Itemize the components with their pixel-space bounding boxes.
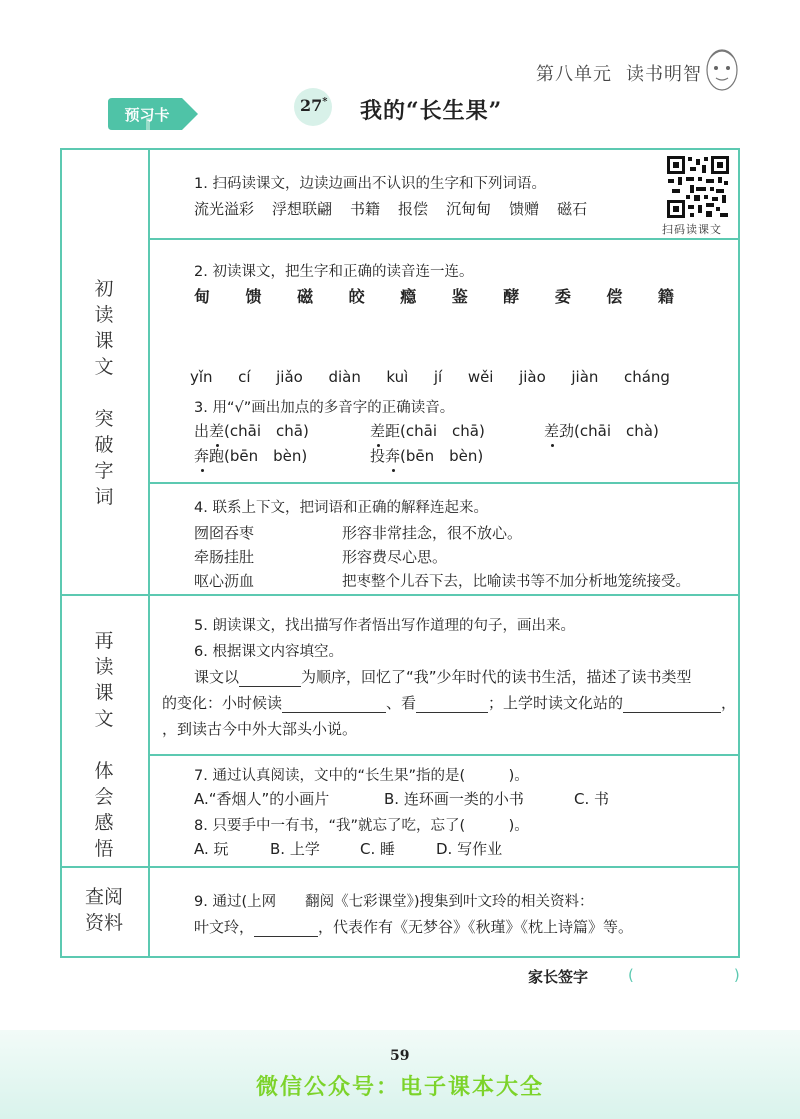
fill-blank[interactable] xyxy=(282,692,386,713)
q4-term: 囫囵吞枣 xyxy=(194,524,255,542)
section-char: 文 xyxy=(94,708,114,730)
question-1: 1. 扫码读课文，边读边画出不认识的生字和下列词语。 xyxy=(194,176,546,192)
section-char: 料 xyxy=(104,912,124,934)
parent-signature-field[interactable] xyxy=(628,966,740,984)
q4-term: 呕心沥血 xyxy=(194,572,255,590)
question-3: 3. 用“√”画出加点的多音字的正确读音。 xyxy=(194,400,455,416)
q4-meaning: 形容非常挂念，很不放心。 xyxy=(342,524,523,542)
q2-char-list xyxy=(194,284,674,307)
q8-option[interactable]: D. 写作业 xyxy=(436,840,503,858)
section-char: 初 xyxy=(94,278,114,300)
q2-char: 委 xyxy=(554,287,571,306)
q2-pinyin: jiàn xyxy=(571,368,599,386)
q3-text: 劲 xyxy=(559,422,575,440)
q9-text: ，代表作有《无梦谷》《秋瑾》《枕上诗篇》等。 xyxy=(318,918,634,936)
q6-line-3 xyxy=(162,718,357,739)
q6-line-2 xyxy=(162,692,736,713)
q2-pinyin: jí xyxy=(433,368,443,386)
section-char: 悟 xyxy=(94,838,114,860)
section-divider-row xyxy=(60,594,740,596)
page-number: 59 xyxy=(390,1048,410,1064)
q1-word: 磁石 xyxy=(557,200,588,218)
lesson-number xyxy=(300,96,328,115)
q2-pinyin: jiào xyxy=(519,368,546,386)
section-char: 阅 xyxy=(104,886,124,908)
q1-word: 报偿 xyxy=(398,200,429,218)
section-char: 体 xyxy=(94,760,114,782)
q2-char: 甸 xyxy=(194,287,211,306)
section-char: 课 xyxy=(94,330,114,352)
q2-pinyin: yǐn xyxy=(190,368,213,386)
q3-dotted-char: 奔 xyxy=(385,447,401,465)
q6-text: ， xyxy=(721,694,737,712)
section-char: 感 xyxy=(94,812,114,834)
q3-text: 出 xyxy=(194,422,210,440)
section-char: 读 xyxy=(94,304,114,326)
row-divider xyxy=(150,238,740,240)
q2-char: 瘾 xyxy=(400,287,417,306)
section-divider xyxy=(148,148,150,958)
q3-reading: (bēn bèn) xyxy=(224,447,308,465)
q1-word: 流光溢彩 xyxy=(194,200,255,218)
paren-close: ) xyxy=(733,966,740,984)
section-char: 再 xyxy=(94,630,114,652)
question-8: 8. 只要手中一有书，“我”就忘了吃，忘了( )。 xyxy=(194,818,529,834)
q2-char: 磁 xyxy=(297,287,314,306)
q2-pinyin: cí xyxy=(238,368,251,386)
fill-blank[interactable] xyxy=(623,692,721,713)
question-4: 4. 联系上下文，把词语和正确的解释连起来。 xyxy=(194,500,488,516)
q7-option[interactable]: C. 书 xyxy=(574,790,610,808)
q6-text: 、看 xyxy=(386,694,417,712)
unit-label: 第八单元 xyxy=(536,64,612,85)
q4-term: 牵肠挂肚 xyxy=(194,548,255,566)
q2-char: 鉴 xyxy=(451,287,468,306)
q9-line xyxy=(194,916,633,937)
q3-item xyxy=(194,420,309,441)
section-char: 词 xyxy=(94,486,114,508)
q7-options xyxy=(194,788,609,809)
q3-reading: (bēn bèn) xyxy=(400,447,484,465)
q2-char: 馈 xyxy=(245,287,262,306)
q1-word: 书籍 xyxy=(350,200,381,218)
question-6: 6. 根据课文内容填空。 xyxy=(194,644,343,660)
q6-text: 的变化：小时候读 xyxy=(162,694,283,712)
q2-pinyin: kuì xyxy=(386,368,409,386)
question-9: 9. 通过(上网 翻阅《七彩课堂》)搜集到叶文玲的相关资料： xyxy=(194,894,594,910)
q8-option[interactable]: A. 玩 xyxy=(194,840,229,858)
q7-option[interactable]: B. 连环画一类的小书 xyxy=(384,790,524,808)
q6-text: 课文以 xyxy=(194,668,240,686)
q2-char: 皎 xyxy=(348,287,365,306)
q6-text: 为顺序，回忆了“我”少年时代的读书生活，描述了读书类型 xyxy=(301,668,692,686)
q2-pinyin: jiǎo xyxy=(276,368,303,386)
q3-dotted-char: 奔 xyxy=(194,447,210,465)
q2-pinyin: wěi xyxy=(467,368,494,386)
lesson-number-text: 27 xyxy=(300,96,323,115)
question-7: 7. 通过认真阅读，文中的“长生果”指的是( )。 xyxy=(194,768,529,784)
q2-char: 酵 xyxy=(503,287,520,306)
unit-header xyxy=(522,60,702,86)
section-char: 字 xyxy=(94,460,114,482)
q2-pinyin: diàn xyxy=(328,368,361,386)
q2-char: 籍 xyxy=(657,287,674,306)
q1-word: 沉甸甸 xyxy=(446,200,492,218)
q3-text: 跑 xyxy=(209,447,225,465)
q3-dotted-char: 差 xyxy=(370,422,386,440)
q2-pinyin-list xyxy=(190,368,670,386)
q6-line-1 xyxy=(194,666,692,687)
parent-signature-label: 家长签字 xyxy=(528,968,589,986)
q7-option[interactable]: A.“香烟人”的小画片 xyxy=(194,790,330,808)
section-char: 文 xyxy=(94,356,114,378)
q3-text: 距 xyxy=(385,422,401,440)
question-2: 2. 初读课文，把生字和正确的读音连一连。 xyxy=(194,264,474,280)
section-char: 资 xyxy=(84,912,104,934)
lesson-star: * xyxy=(322,96,328,108)
q3-text: 投 xyxy=(370,447,386,465)
section-char: 查 xyxy=(84,886,104,908)
qr-caption: 扫码读课文 xyxy=(662,223,722,236)
q3-dotted-char: 差 xyxy=(209,422,225,440)
q3-dotted-char: 差 xyxy=(544,422,560,440)
section-label-rereading xyxy=(64,628,144,862)
q2-char: 偿 xyxy=(606,287,623,306)
q3-item xyxy=(194,445,307,466)
q3-reading: (chāi chā) xyxy=(400,422,485,440)
section-label-research xyxy=(64,884,144,936)
section-char: 突 xyxy=(94,408,114,430)
q4-meaning: 把枣整个儿吞下去，比喻读书等不加分析地笼统接受。 xyxy=(342,574,690,590)
cartoon-face-icon xyxy=(704,44,740,94)
q6-text: ，到读古今中外大部头小说。 xyxy=(162,720,358,738)
row-divider xyxy=(150,754,740,756)
q1-word-list xyxy=(194,198,587,219)
paren-open: ( xyxy=(628,966,634,984)
qr-code-icon xyxy=(666,155,730,219)
fill-blank[interactable] xyxy=(254,916,318,937)
question-5: 5. 朗读课文，找出描写作者悟出写作道理的句子，画出来。 xyxy=(194,618,575,634)
q8-option[interactable]: B. 上学 xyxy=(270,840,320,858)
q3-reading: (chāi chā) xyxy=(224,422,309,440)
section-label-first-reading xyxy=(64,276,144,510)
q1-word: 浮想联翩 xyxy=(272,200,333,218)
section-char: 会 xyxy=(94,786,114,808)
wechat-watermark: 微信公众号：电子课本大全 xyxy=(255,1075,544,1100)
q9-text: 叶文玲， xyxy=(194,918,255,936)
section-char: 课 xyxy=(94,682,114,704)
fill-blank[interactable] xyxy=(416,692,488,713)
q4-meaning: 形容费尽心思。 xyxy=(342,548,448,566)
q2-pinyin: cháng xyxy=(623,368,670,386)
lesson-title: 我的“长生果” xyxy=(360,98,503,124)
row-divider xyxy=(150,482,740,484)
preview-card-label: 预习卡 xyxy=(124,106,170,124)
unit-theme: 读书明智 xyxy=(626,64,702,85)
q3-reading: (chāi chà) xyxy=(574,422,659,440)
q3-item xyxy=(370,445,483,466)
q8-option[interactable]: C. 睡 xyxy=(360,840,396,858)
q1-word: 馈赠 xyxy=(509,200,540,218)
q3-item xyxy=(370,420,485,441)
section-char: 破 xyxy=(94,434,114,456)
section-char: 读 xyxy=(94,656,114,678)
q6-text: ；上学时读文化站的 xyxy=(488,694,624,712)
fill-blank[interactable] xyxy=(239,666,301,687)
q8-options xyxy=(194,838,502,859)
q3-item xyxy=(544,420,659,441)
section-divider-row xyxy=(60,866,740,868)
